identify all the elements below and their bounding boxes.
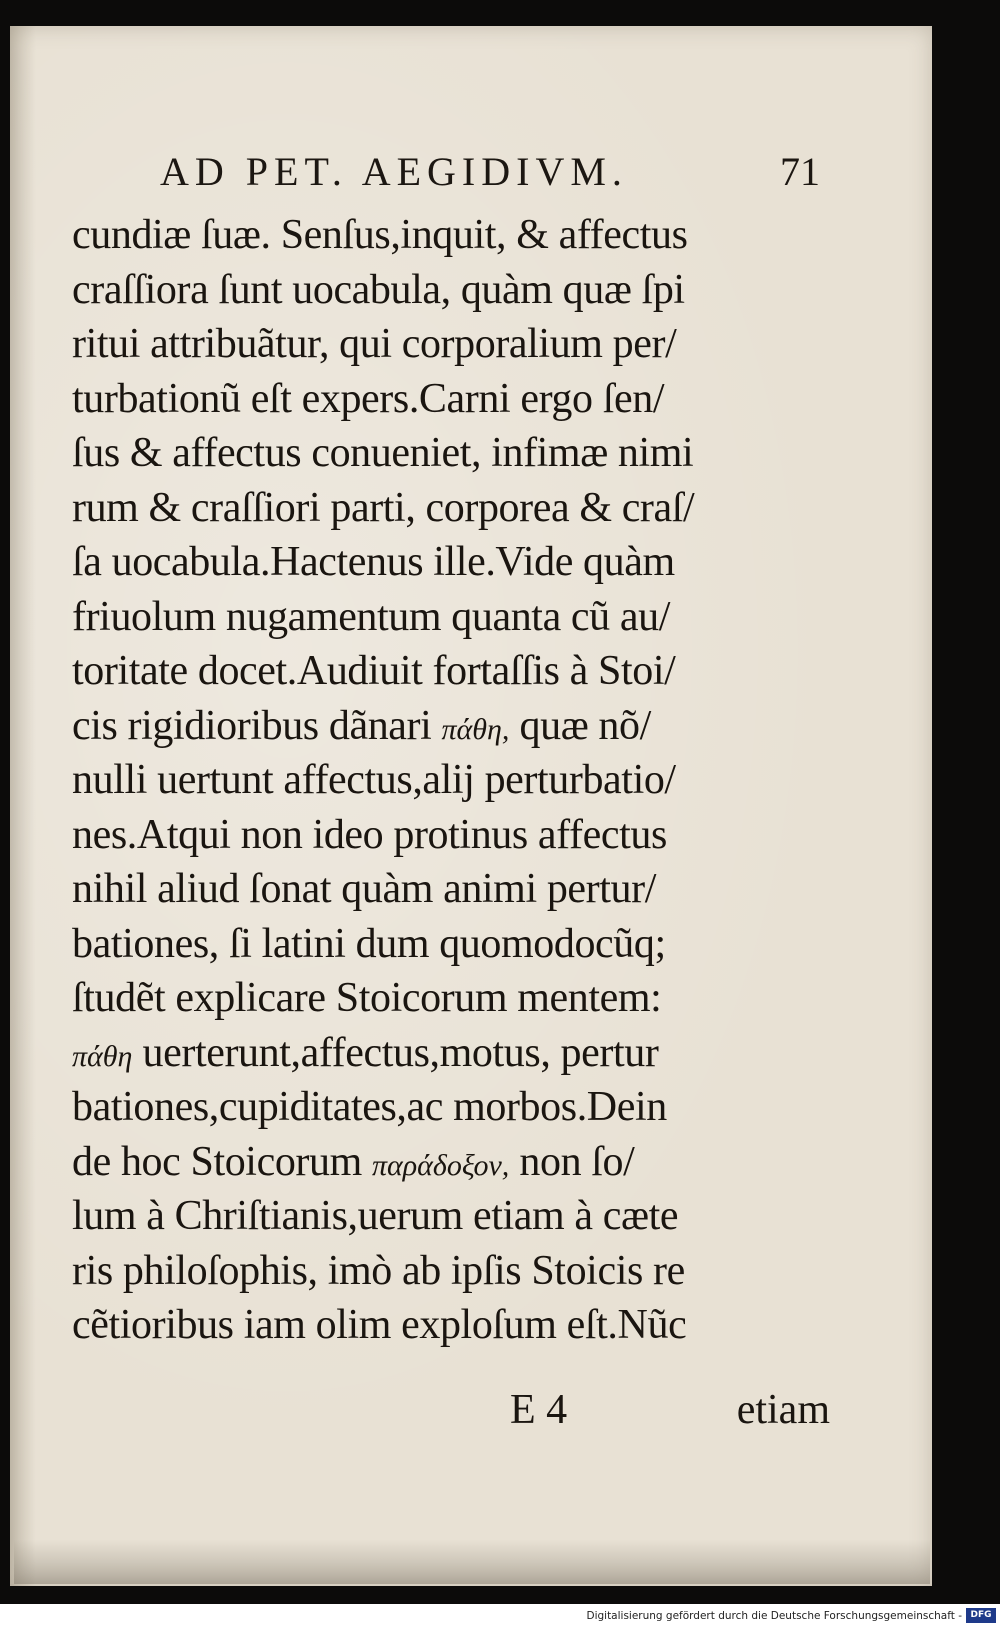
text-line-19: lum à Chriſtianis,uerum etiam à cæte — [72, 1193, 679, 1239]
text-line-10-latin: cis rigidioribus dãnari — [72, 702, 432, 749]
text-line-18 — [72, 1135, 832, 1190]
text-line-12: nes.Atqui non ideo protinus affectus — [72, 811, 667, 858]
text-line-8: friuolum nugamentum quanta cũ au/ — [72, 593, 670, 640]
dfg-logo-icon: DFG — [966, 1608, 996, 1623]
greek-word-paradoxon: παράδοξον, — [372, 1148, 510, 1182]
text-line-15: ſtudẽt explicare Stoicorum mentem: — [72, 975, 662, 1021]
text-line-11: nulli uertunt affectus,alij perturbatio/ — [72, 757, 676, 803]
digitization-footer — [0, 1604, 1000, 1631]
greek-word-pathe: πάθη, — [441, 712, 510, 746]
page-number: 71 — [780, 149, 820, 194]
text-line-10 — [72, 699, 832, 754]
text-line-16-latin: uerterunt,affectus,motus, pertur — [142, 1029, 659, 1076]
text-line-2: craſſiora ſunt uocabula, quàm quæ ſpi — [72, 266, 685, 313]
text-line-1: cundiæ ſuæ. Senſus,inquit, & affectus — [72, 212, 688, 258]
signature-line — [500, 1386, 830, 1446]
greek-word-pathe-2: πάθη — [72, 1039, 133, 1073]
text-line-6: rum & craſſiori parti, corporea & craſ/ — [72, 484, 695, 531]
text-line-16 — [72, 1026, 832, 1081]
text-line-4: turbationũ eſt expers.Carni ergo ſen/ — [72, 375, 665, 422]
text-block — [72, 208, 832, 1353]
text-line-9: toritate docet.Audiuit fortaſſis à Stoi/ — [72, 648, 676, 694]
footer-credit: Digitalisierung gefördert durch die Deutsche Forschungsgemeinschaft - — [586, 1610, 962, 1622]
text-line-14: bationes, ſi latini dum quomodocũq; — [72, 920, 666, 967]
running-title: AD PET. AEGIDIVM. — [160, 149, 628, 194]
text-line-5: ſus & affectus conueniet, infimæ nimi — [72, 430, 694, 476]
text-line-20: ris philoſophis, imò ab ipſis Stoicis re — [72, 1247, 685, 1294]
text-line-18-tail: non ſo/ — [519, 1138, 635, 1185]
text-line-17: bationes,cupiditates,ac morbos.Dein — [72, 1084, 667, 1130]
text-line-13: nihil aliud ſonat quàm animi pertur/ — [72, 866, 656, 912]
text-line-18-latin: de hoc Stoicorum — [72, 1138, 362, 1185]
text-line-10-tail: quæ nõ/ — [519, 702, 651, 749]
signature-mark: E 4 — [510, 1387, 568, 1433]
page-fold-shadow — [14, 1540, 930, 1584]
catchword: etiam — [736, 1387, 830, 1433]
running-head — [160, 148, 820, 198]
text-line-7: ſa uocabula.Hactenus ille.Vide quàm — [72, 539, 675, 585]
text-line-21: cẽtioribus iam olim exploſum eſt.Nũc — [72, 1302, 687, 1348]
text-line-3: ritui attribuãtur, qui corporalium per/ — [72, 321, 677, 367]
